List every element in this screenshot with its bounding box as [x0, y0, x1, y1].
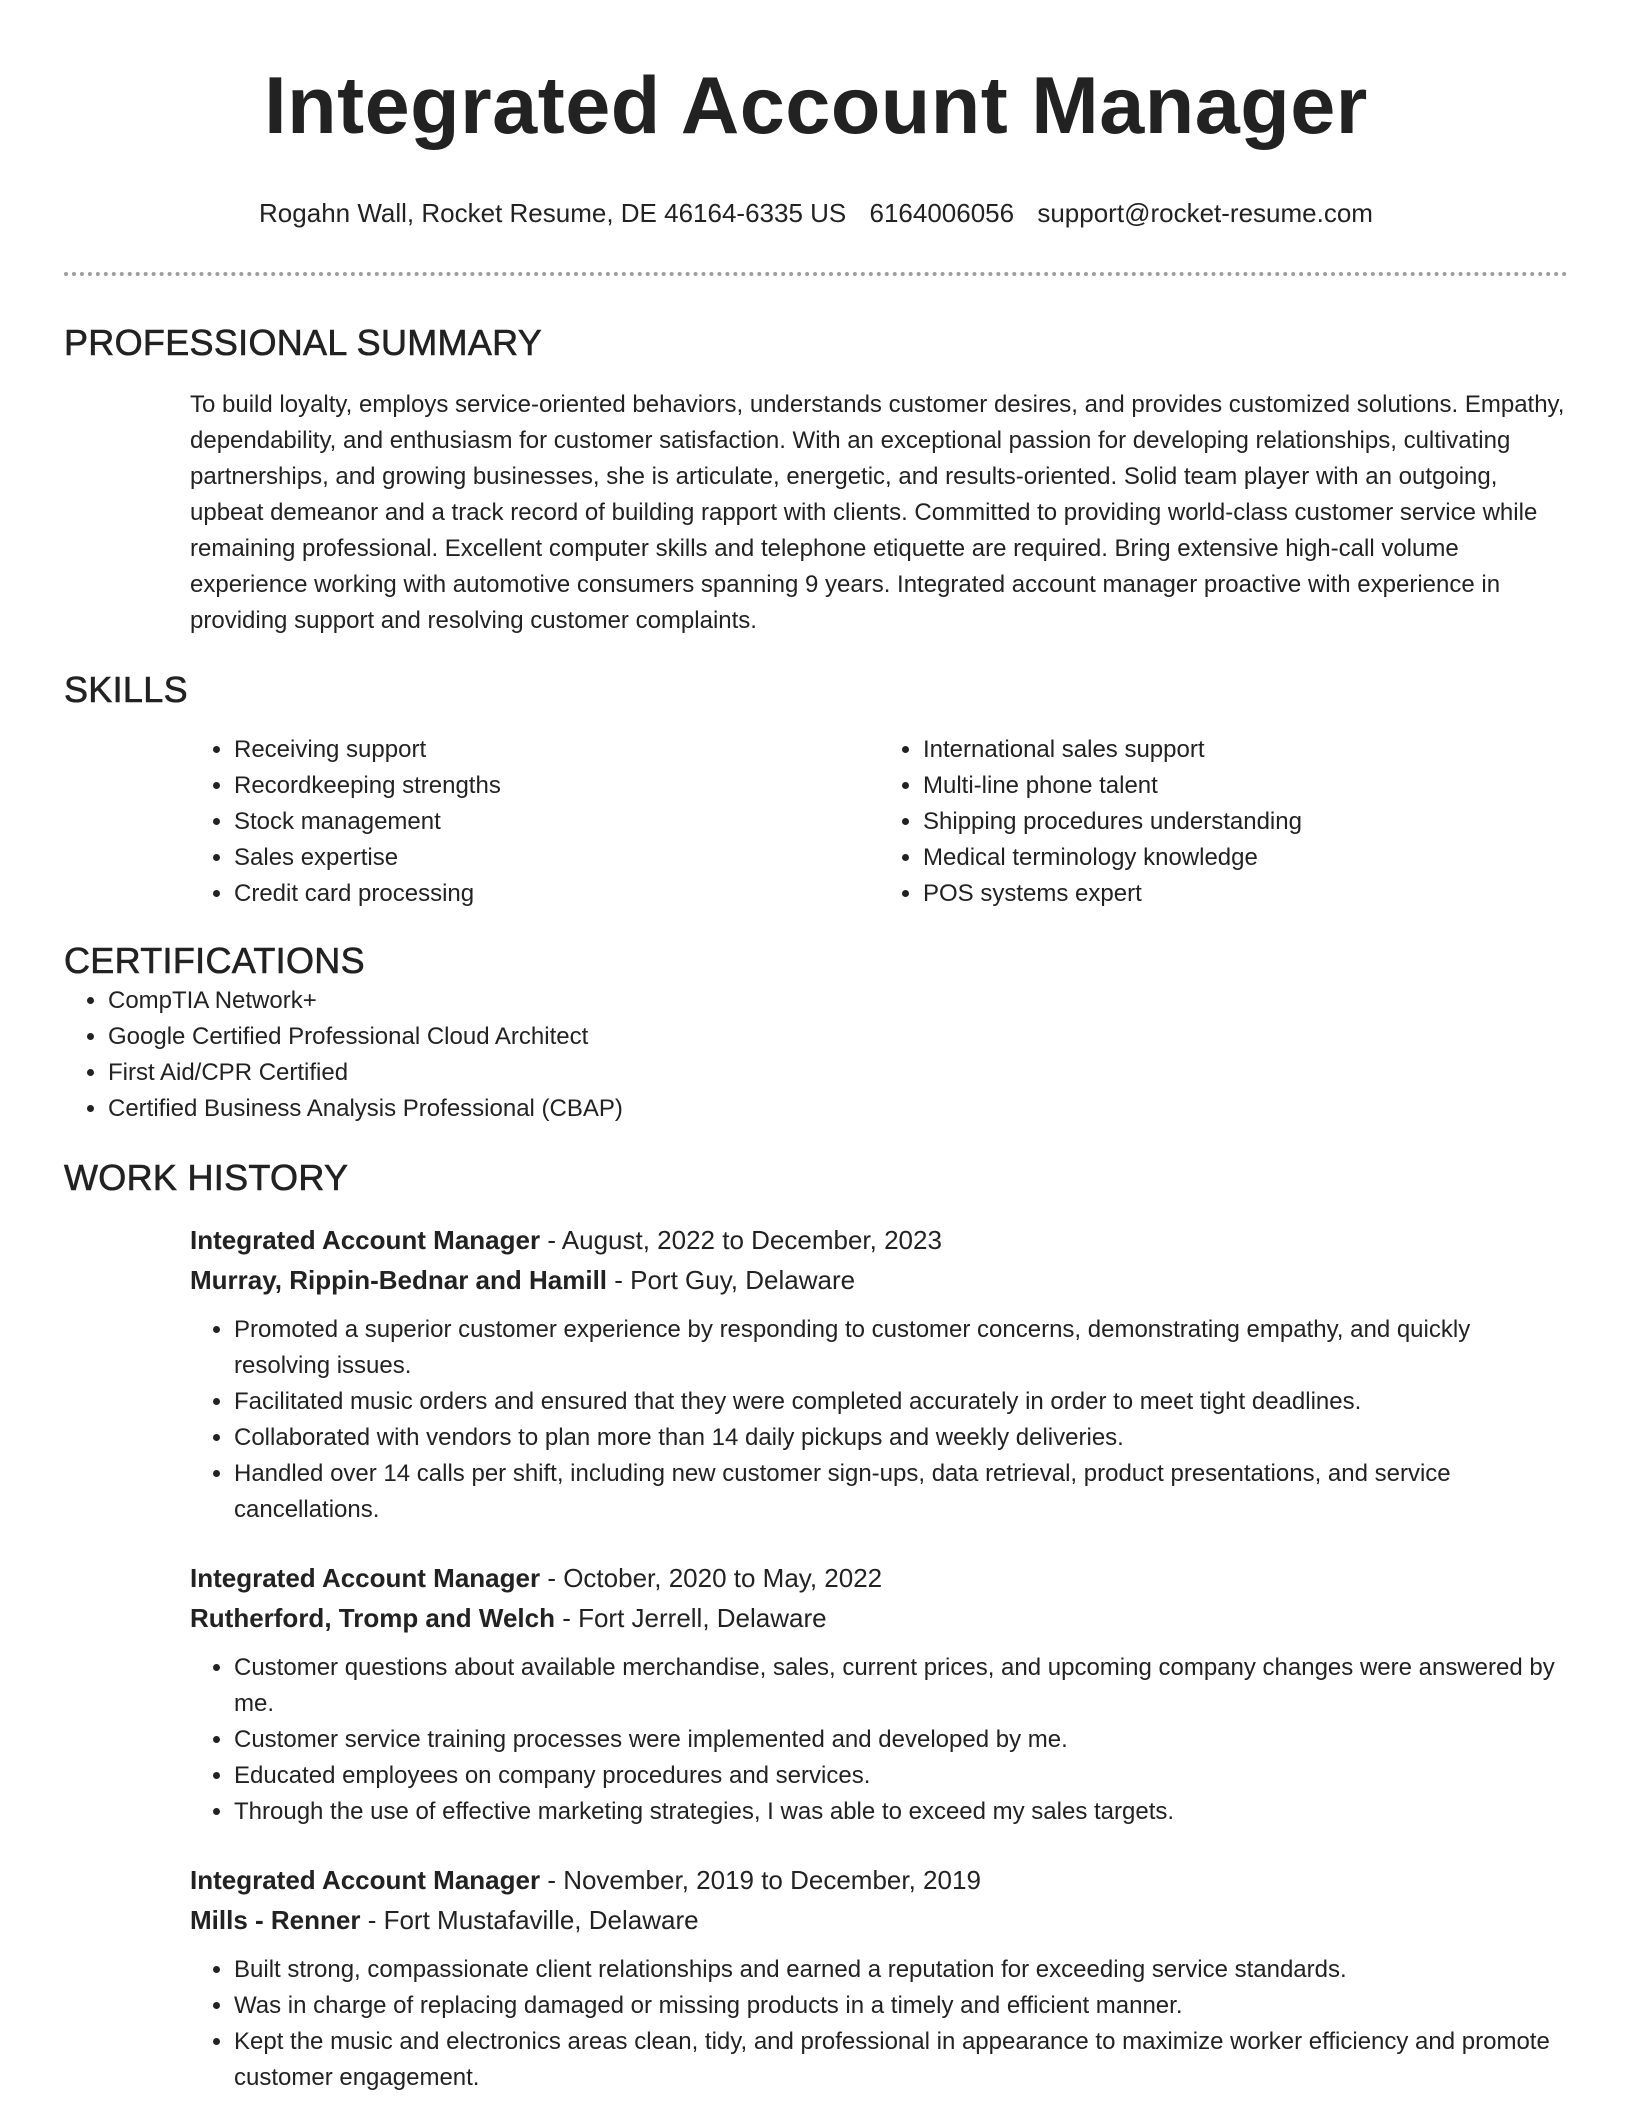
skills-list-right: [879, 732, 1568, 912]
job-company-line: [190, 1900, 1568, 1940]
skill-item: • POS systems expert: [923, 876, 1568, 912]
contact-phone: 6164006056: [869, 198, 1015, 228]
skills-list-left: [190, 732, 879, 912]
job-bullet: • Facilitated music orders and ensured that they were completed accurately in order to meet tight deadlines.: [234, 1384, 1568, 1420]
skill-item: • International sales support: [923, 732, 1568, 768]
job-bullet: • Collaborated with vendors to plan more than 14 daily pickups and weekly deliveries.: [234, 1420, 1568, 1456]
certification-item: • First Aid/CPR Certified: [108, 1055, 1568, 1091]
contact-address: Rogahn Wall, Rocket Resume, DE 46164-6335 US: [259, 198, 847, 228]
job-dates: - August, 2022 to December, 2023: [540, 1225, 942, 1255]
job-title-line: [190, 1860, 1568, 1900]
skill-item: • Shipping procedures understanding: [923, 804, 1568, 840]
certifications-list: [64, 983, 1568, 1127]
skills-grid: [190, 732, 1568, 912]
skill-item: • Medical terminology knowledge: [923, 840, 1568, 876]
job-title-line: [190, 1220, 1568, 1260]
skill-item: • Credit card processing: [234, 876, 879, 912]
contact-email: support@rocket-resume.com: [1037, 198, 1373, 228]
job-title: Integrated Account Manager: [190, 1225, 541, 1255]
job-title: Integrated Account Manager: [190, 1865, 541, 1895]
job-bullet: • Educated employees on company procedures and services.: [234, 1758, 1568, 1794]
job-bullets: [190, 1650, 1568, 1830]
job-company: Murray, Rippin-Bednar and Hamill: [190, 1265, 608, 1295]
job-company-line: [190, 1598, 1568, 1638]
skill-item: • Stock management: [234, 804, 879, 840]
skill-item: • Sales expertise: [234, 840, 879, 876]
job-entry: [190, 1860, 1568, 2096]
job-bullets: [190, 1952, 1568, 2096]
skill-item: • Receiving support: [234, 732, 879, 768]
certification-item: • CompTIA Network+: [108, 983, 1568, 1019]
header-divider: [64, 272, 1568, 276]
resume-title: Integrated Account Manager: [264, 61, 1368, 151]
job-bullet: • Handled over 14 calls per shift, including new customer sign-ups, data retrieval, product presentations, and service cancellations.: [234, 1456, 1568, 1528]
job-bullet: • Promoted a superior customer experience by responding to customer concerns, demonstrating empathy, and quickly resolving issues.: [234, 1312, 1568, 1384]
job-bullet: • Kept the music and electronics areas clean, tidy, and professional in appearance to maximize worker efficiency and promote customer engagement.: [234, 2024, 1568, 2096]
job-company: Rutherford, Tromp and Welch: [190, 1603, 555, 1633]
job-entry: [190, 1558, 1568, 1830]
skill-item: • Multi-line phone talent: [923, 768, 1568, 804]
work-history-heading: WORK HISTORY: [64, 1157, 349, 1198]
job-company-line: [190, 1260, 1568, 1300]
job-entry: [190, 1220, 1568, 1528]
summary-text: To build loyalty, employs service-oriented behaviors, understands customer desires, and provides customized solutions. Empathy, dependability, and enthusiasm for customer satisfaction. With an exceptional passion for developing relationships, cultivating partnerships, and growing businesses, she is articulate, energetic, and results-oriented. Solid team player with an outgoing, upbeat demeanor and a track record of building rapport with clients. Committed to providing world-class customer service while remaining professional. Excellent computer skills and telephone etiquette are required. Bring extensive high-call volume experience working with automotive consumers spanning 9 years. Integrated account manager proactive with experience in providing support and resolving customer complaints.: [190, 391, 1565, 634]
job-title-line: [190, 1558, 1568, 1598]
job-dates: - October, 2020 to May, 2022: [540, 1563, 883, 1593]
job-location: - Fort Jerrell, Delaware: [554, 1603, 827, 1633]
job-bullet: • Built strong, compassionate client relationships and earned a reputation for exceeding service standards.: [234, 1952, 1568, 1988]
job-dates: - November, 2019 to December, 2019: [540, 1865, 981, 1895]
job-company: Mills - Renner: [190, 1905, 361, 1935]
certification-item: • Google Certified Professional Cloud Architect: [108, 1019, 1568, 1055]
job-bullet: • Through the use of effective marketing strategies, I was able to exceed my sales targets.: [234, 1794, 1568, 1830]
contact-line: [64, 196, 1568, 230]
job-bullets: [190, 1312, 1568, 1528]
job-title: Integrated Account Manager: [190, 1563, 541, 1593]
job-bullet: • Was in charge of replacing damaged or missing products in a timely and efficient manner.: [234, 1988, 1568, 2024]
job-location: - Fort Mustafaville, Delaware: [360, 1905, 699, 1935]
certification-item: • Certified Business Analysis Professional (CBAP): [108, 1091, 1568, 1127]
job-bullet: • Customer service training processes were implemented and developed by me.: [234, 1722, 1568, 1758]
job-location: - Port Guy, Delaware: [607, 1265, 856, 1295]
certifications-heading: CERTIFICATIONS: [64, 940, 365, 981]
summary-heading: PROFESSIONAL SUMMARY: [64, 322, 543, 363]
job-bullet: • Customer questions about available merchandise, sales, current prices, and upcoming company changes were answered by me.: [234, 1650, 1568, 1722]
skills-heading: SKILLS: [64, 669, 188, 710]
skill-item: • Recordkeeping strengths: [234, 768, 879, 804]
